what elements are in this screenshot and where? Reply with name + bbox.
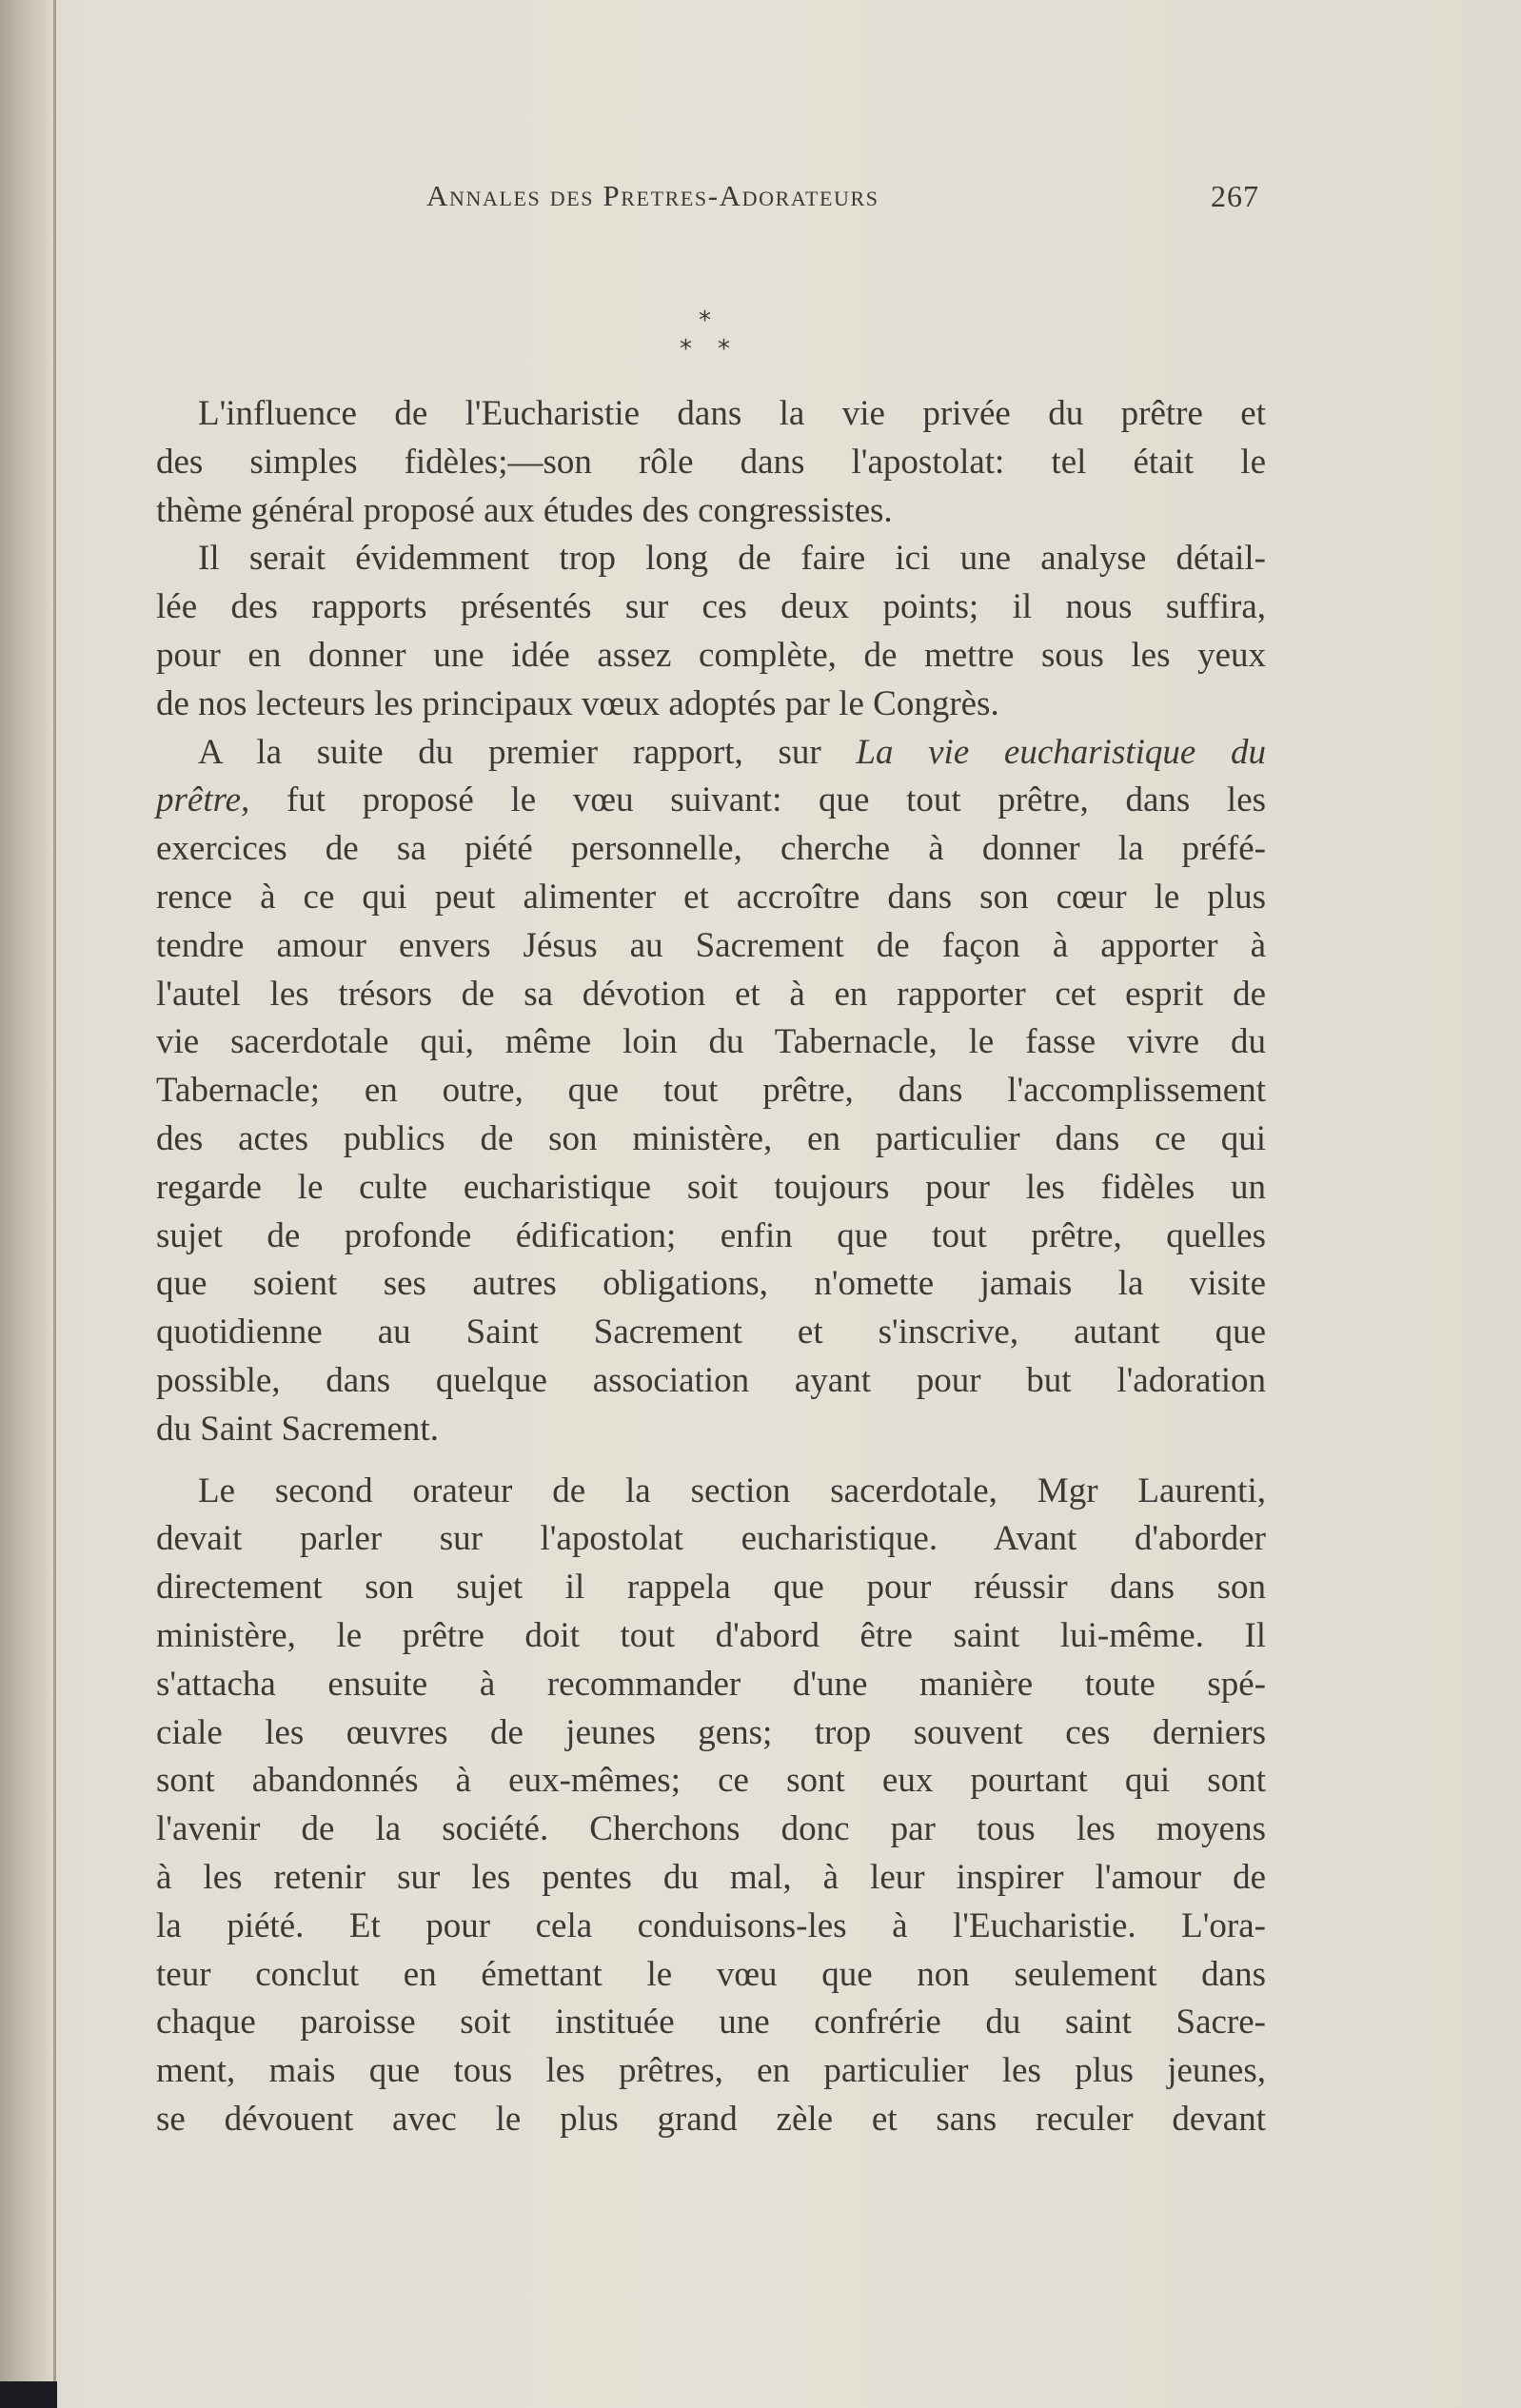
text-line	[156, 777, 1266, 825]
running-title: Annales des Pretres-Adorateurs	[426, 179, 879, 212]
text-line: Le second orateur de la section sacerdotale, Mgr Laurenti,	[198, 1470, 1266, 1510]
text-line: rence à ce qui peut alimenter et accroître dans son cœur le plus	[156, 877, 1266, 917]
text-line	[156, 729, 1266, 778]
text-line: thème général proposé aux études des congressistes.	[156, 490, 893, 530]
text-line: tendre amour envers Jésus au Sacrement de façon à apporter à	[156, 925, 1266, 965]
italic-title: prêtre,	[156, 780, 250, 820]
text-line: sujet de profonde édification; enfin que tout prêtre, quelles	[156, 1215, 1266, 1255]
text-line: la piété. Et pour cela conduisons-les à l'Eucharistie. L'ora-	[156, 1905, 1266, 1945]
asterisk-left: *	[680, 335, 692, 364]
paragraph-gap	[156, 1454, 1266, 1468]
text-line: exercices de sa piété personnelle, cherche à donner la préfé-	[156, 829, 1266, 869]
text-line: l'avenir de la société. Cherchons donc par tous les moyens	[156, 1809, 1266, 1849]
text-line: quotidienne au Saint Sacrement et s'inscrive, autant que	[156, 1313, 1266, 1352]
page-binding-edge	[53, 0, 56, 2408]
text-line: directement son sujet il rappela que pour réussir dans son	[156, 1568, 1266, 1608]
text-line: vie sacerdotale qui, même loin du Tabernacle, le fasse vivre du	[156, 1022, 1266, 1062]
italic-title: La vie eucharistique du	[856, 732, 1267, 772]
asterisk-top: *	[699, 306, 711, 335]
text-line: lée des rapports présentés sur ces deux points; il nous suffira,	[156, 587, 1266, 627]
text-line: devait parler sur l'apostolat eucharistique. Avant d'aborder	[156, 1519, 1266, 1559]
running-head	[0, 179, 1521, 227]
text-run: A la suite du premier rapport, sur	[198, 732, 821, 772]
text-line: s'attacha ensuite à recommander d'une manière toute spé-	[156, 1664, 1266, 1704]
text-line: ministère, le prêtre doit tout d'abord être saint lui-même. Il	[156, 1615, 1266, 1655]
body-text	[156, 390, 1266, 2144]
text-line: possible, dans quelque association ayant pour but l'adoration	[156, 1360, 1266, 1400]
text-run: fut proposé le vœu suivant: que tout prêtre, dans les	[286, 780, 1267, 820]
text-line: Tabernacle; en outre, que tout prêtre, dans l'accomplissement	[156, 1071, 1266, 1111]
text-line: à les retenir sur les pentes du mal, à leur inspirer l'amour de	[156, 1857, 1266, 1897]
text-line: sont abandonnés à eux-mêmes; ce sont eux pourtant qui sont	[156, 1761, 1266, 1801]
asterisk-right: *	[718, 335, 730, 364]
text-line: de nos lecteurs les principaux vœux adoptés par le Congrès.	[156, 683, 999, 723]
text-line: des actes publics de son ministère, en particulier dans ce qui	[156, 1118, 1266, 1158]
text-line: regarde le culte eucharistique soit toujours pour les fidèles un	[156, 1167, 1266, 1207]
section-asterism	[666, 308, 742, 365]
text-line: l'autel les trésors de sa dévotion et à en rapporter cet esprit de	[156, 974, 1266, 1014]
text-line: se dévouent avec le plus grand zèle et sans reculer devant	[156, 2099, 1266, 2139]
text-line: Il serait évidemment trop long de faire ici une analyse détail-	[198, 539, 1266, 579]
text-line: pour en donner une idée assez complète, de mettre sous les yeux	[156, 635, 1266, 675]
page-number: 267	[1211, 179, 1259, 213]
text-line: que soient ses autres obligations, n'omette jamais la visite	[156, 1264, 1266, 1304]
text-line: chaque paroisse soit instituée une confrérie du saint Sacre-	[156, 2003, 1266, 2043]
text-line: L'influence de l'Eucharistie dans la vie privée du prêtre et	[198, 394, 1266, 433]
text-line: ment, mais que tous les prêtres, en particulier les plus jeunes,	[156, 2051, 1266, 2091]
scan-corner-mark	[0, 2381, 57, 2408]
text-line: des simples fidèles;—son rôle dans l'apostolat: tel était le	[156, 442, 1266, 482]
page-binding-shadow	[0, 0, 55, 2408]
text-line: teur conclut en émettant le vœu que non seulement dans	[156, 1954, 1266, 1994]
text-line: ciale les œuvres de jeunes gens; trop souvent ces derniers	[156, 1712, 1266, 1752]
text-line: du Saint Sacrement.	[156, 1409, 439, 1449]
